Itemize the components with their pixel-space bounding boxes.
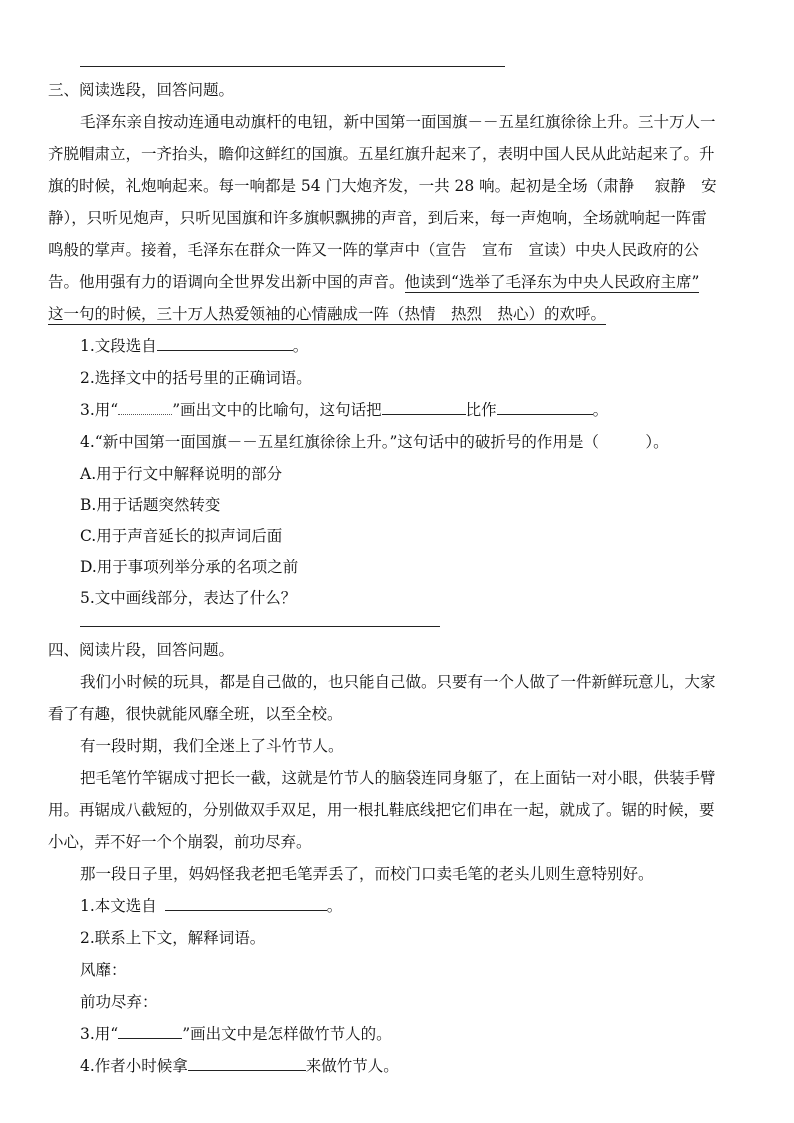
underlined-sentence: 他读到“选举了毛泽东为中央人民政府主席” xyxy=(404,273,700,291)
question-text: 3.用“ xyxy=(80,401,119,419)
section-3-paragraph-line: 鸣般的掌声。接着，毛泽东在群众一阵又一阵的掌声中（宣告 宣布 宣读）中央人民政府的公 xyxy=(48,241,700,259)
section-4-paragraph-line: 用。再锯成八截短的，分别做双手双足，用一根扎鞋底线把它们串在一起，就成了。锯的时候，要 xyxy=(48,801,715,819)
answer-blank[interactable] xyxy=(497,400,593,415)
question-text: 4.作者小时候拿 xyxy=(80,1057,188,1075)
question-text: 。 xyxy=(592,401,609,419)
section-3-paragraph-line: 毛泽东亲自按动连通电动旗杆的电钮，新中国第一面国旗－－五星红旗徐徐上升。三十万人一 xyxy=(80,113,716,131)
question-3-4: 4.“新中国第一面国旗－－五星红旗徐徐上升。”这句话中的破折号的作用是（ ）。 xyxy=(80,433,669,451)
question-3-1 xyxy=(80,336,308,356)
wavy-underline-mark xyxy=(118,404,172,415)
word-qiangongjinqi: 前功尽弃： xyxy=(80,993,158,1011)
question-4-1 xyxy=(80,896,342,916)
top-answer-line xyxy=(80,66,505,67)
question-text: 3.用“ xyxy=(80,1025,119,1043)
underlined-sentence: 这一句的时候，三十万人热爱领袖的心情融成一阵（热情 热烈 热心）的欢呼。 xyxy=(48,305,607,323)
question-4-3 xyxy=(80,1024,392,1044)
answer-line[interactable] xyxy=(80,626,440,627)
option-d: D.用于事项列举分承的名项之前 xyxy=(80,558,299,576)
question-text: 。 xyxy=(326,897,343,915)
question-3-2: 2.选择文中的括号里的正确词语。 xyxy=(80,369,312,387)
question-text: 。 xyxy=(292,337,309,355)
section-4-paragraph-line: 把毛笔竹竿锯成寸把长一截，这就是竹节人的脑袋连同身躯了，在上面钻一对小眼，供装手臂 xyxy=(80,769,716,787)
section-4-paragraph-line: 小心，弄不好一个个崩裂，前功尽弃。 xyxy=(48,833,312,851)
question-text: 比作 xyxy=(465,401,497,419)
section-4-paragraph-line: 我们小时候的玩具，都是自己做的，也只能自己做。只要有一个人做了一件新鲜玩意儿，大家 xyxy=(80,673,716,691)
section-3-paragraph-line: 静），只听见炮声，只听见国旗和许多旗帜飘拂的声音，到后来，每一声炮响，全场就响起一阵雷 xyxy=(48,209,707,227)
section-4-paragraph-line: 那一段日子里，妈妈怪我老把毛笔弄丢了，而校门口卖毛笔的老头儿则生意特别好。 xyxy=(80,865,654,883)
question-text: 1.本文选自 xyxy=(80,897,157,915)
section-3-paragraph-line xyxy=(48,272,699,292)
word-fengmi: 风靡： xyxy=(80,961,127,979)
question-3-3 xyxy=(80,400,608,420)
answer-blank[interactable] xyxy=(188,1056,306,1071)
section-3-heading: 三、阅读选段，回答问题。 xyxy=(48,81,235,99)
answer-blank[interactable] xyxy=(165,896,327,911)
section-3-paragraph-line: 齐脱帽肃立，一齐抬头，瞻仰这鲜红的国旗。五星红旗升起来了，表明中国人民从此站起来了。升 xyxy=(48,145,715,163)
question-text: ”画出文中是怎样做竹节人的。 xyxy=(182,1025,392,1043)
option-a: A.用于行文中解释说明的部分 xyxy=(80,465,283,483)
section-3-paragraph-line xyxy=(48,304,606,324)
question-4-2: 2.联系上下文，解释词语。 xyxy=(80,929,266,947)
underline-mark xyxy=(118,1024,182,1039)
section-4-heading: 四、阅读片段，回答问题。 xyxy=(48,641,235,659)
question-text: ”画出文中的比喻句，这句话把 xyxy=(172,401,382,419)
question-3-5: 5.文中画线部分，表达了什么？ xyxy=(80,589,297,607)
question-4-4 xyxy=(80,1056,399,1076)
section-3-paragraph-line: 旗的时候，礼炮响起来。每一响都是 54 门大炮齐发，一共 28 响。起初是全场（肃静 寂静 安 xyxy=(48,177,717,195)
section-4-paragraph-line: 看了有趣，很快就能风靡全班，以至全校。 xyxy=(48,705,343,723)
option-b: B.用于话题突然转变 xyxy=(80,496,221,514)
question-text: 来做竹节人。 xyxy=(305,1057,399,1075)
section-4-paragraph-line: 有一段时期，我们全迷上了斗竹节人。 xyxy=(80,737,344,755)
question-text: 1.文段选自 xyxy=(80,337,157,355)
answer-blank[interactable] xyxy=(157,336,293,351)
answer-blank[interactable] xyxy=(382,400,466,415)
option-c: C.用于声音延长的拟声词后面 xyxy=(80,527,283,545)
paragraph-text: 告。他用强有力的语调向全世界发出新中国的声音。 xyxy=(48,273,405,291)
